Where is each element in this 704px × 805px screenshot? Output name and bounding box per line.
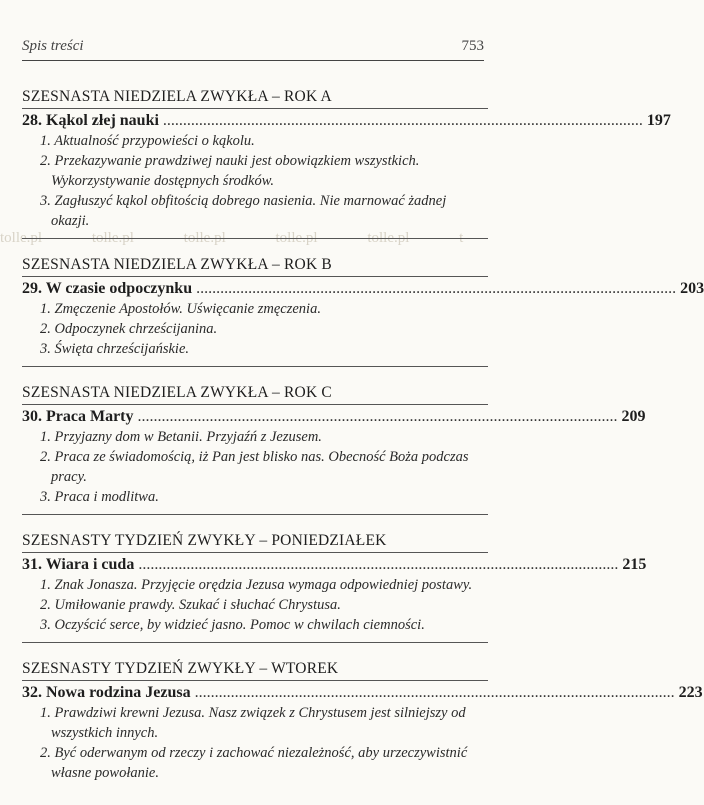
point-item: 2. Umiłowanie prawdy. Szukać i słuchać Chrystusa. [40,597,341,613]
page-number: 753 [461,38,484,54]
entry-title: 30. Praca Marty [22,408,134,425]
dot-leader: ........................................................................................................................ [137,408,618,425]
point-item: 1. Zmęczenie Apostołów. Uświęcanie zmęczenia. [40,301,321,317]
watermark-text: tolle.pl [275,230,318,246]
entry-page: 197 [646,112,671,129]
point-list [22,131,488,231]
watermark-text: tolle.pl [183,230,226,246]
toc-section [22,254,704,367]
toc-entry[interactable] [22,110,671,131]
table-of-contents [22,86,704,805]
header-title: Spis treści [22,38,84,54]
point-item: 3. Zagłuszyć kąkol obfitością dobrego nasienia. Nie marnować żadnej okazji. [40,193,447,229]
section-heading: SZESNASTY TYDZIEŃ ZWYKŁY – PONIEDZIAŁEK [22,530,488,553]
entry-page: 203 [680,280,704,297]
point-item: 1. Aktualność przypowieści o kąkolu. [40,133,255,149]
entry-title: 29. W czasie odpoczynku [22,280,193,297]
toc-section [22,86,671,239]
section-heading: SZESNASTA NIEDZIELA ZWYKŁA – ROK A [22,86,488,109]
point-item: 3. Święta chrześcijańskie. [40,341,190,357]
point-item: 2. Praca ze świadomością, iż Pan jest blisko nas. Obecność Boża podczas pracy. [40,449,469,485]
entry-page: 215 [622,556,647,573]
toc-section [22,382,646,515]
entry-title: 28. Kąkol złej nauki [22,112,159,129]
section-heading: SZESNASTA NIEDZIELA ZWYKŁA – ROK B [22,254,488,277]
toc-entry[interactable] [22,278,704,299]
point-item: 1. Przyjazny dom w Betanii. Przyjaźń z Jezusem. [40,429,322,445]
toc-section [22,658,703,790]
dot-leader: ........................................................................................................................ [138,556,619,573]
section-heading: SZESNASTA NIEDZIELA ZWYKŁA – ROK C [22,382,488,405]
point-list [22,299,488,359]
point-item: 1. Znak Jonasza. Przyjęcie orędzia Jezusa wymaga odpowiedniej postawy. [40,577,473,593]
dot-leader: ........................................................................................................................ [196,280,677,297]
dot-leader: ........................................................................................................................ [162,112,643,129]
watermark-text: t [459,230,464,246]
entry-page: 223 [678,684,703,701]
toc-entry[interactable] [22,554,647,575]
entry-page: 209 [621,408,646,425]
dot-leader: ........................................................................................................................ [194,684,675,701]
toc-entry[interactable] [22,406,646,427]
point-item: 3. Praca i modlitwa. [40,489,159,505]
point-item: 1. Prawdziwi krewni Jezusa. Nasz związek z Chrystusem jest silniejszy od wszystkich innych. [40,705,466,741]
watermark-text: tolle.pl [91,230,134,246]
point-item: 2. Odpoczynek chrześcijanina. [40,321,218,337]
toc-entry[interactable] [22,682,703,703]
page-header [22,38,484,61]
point-item: 3. Oczyścić serce, by widzieć jasno. Pomoc w chwilach ciemności. [40,617,425,633]
point-list [22,575,488,635]
point-item: 2. Być oderwanym od rzeczy i zachować niezależność, aby urzeczywistnić własne powołanie. [40,745,468,781]
watermark-text: tolle.pl [367,230,410,246]
point-item: 2. Przekazywanie prawdziwej nauki jest obowiązkiem wszystkich. Wykorzystywanie dostępnych środków. [40,153,420,189]
point-list [22,703,488,783]
section-heading: SZESNASTY TYDZIEŃ ZWYKŁY – WTOREK [22,658,488,681]
entry-title: 32. Nowa rodzina Jezusa [22,684,191,701]
entry-title: 31. Wiara i cuda [22,556,135,573]
point-list [22,427,488,507]
watermark-text: tolle.pl [0,230,43,246]
toc-section [22,530,647,643]
